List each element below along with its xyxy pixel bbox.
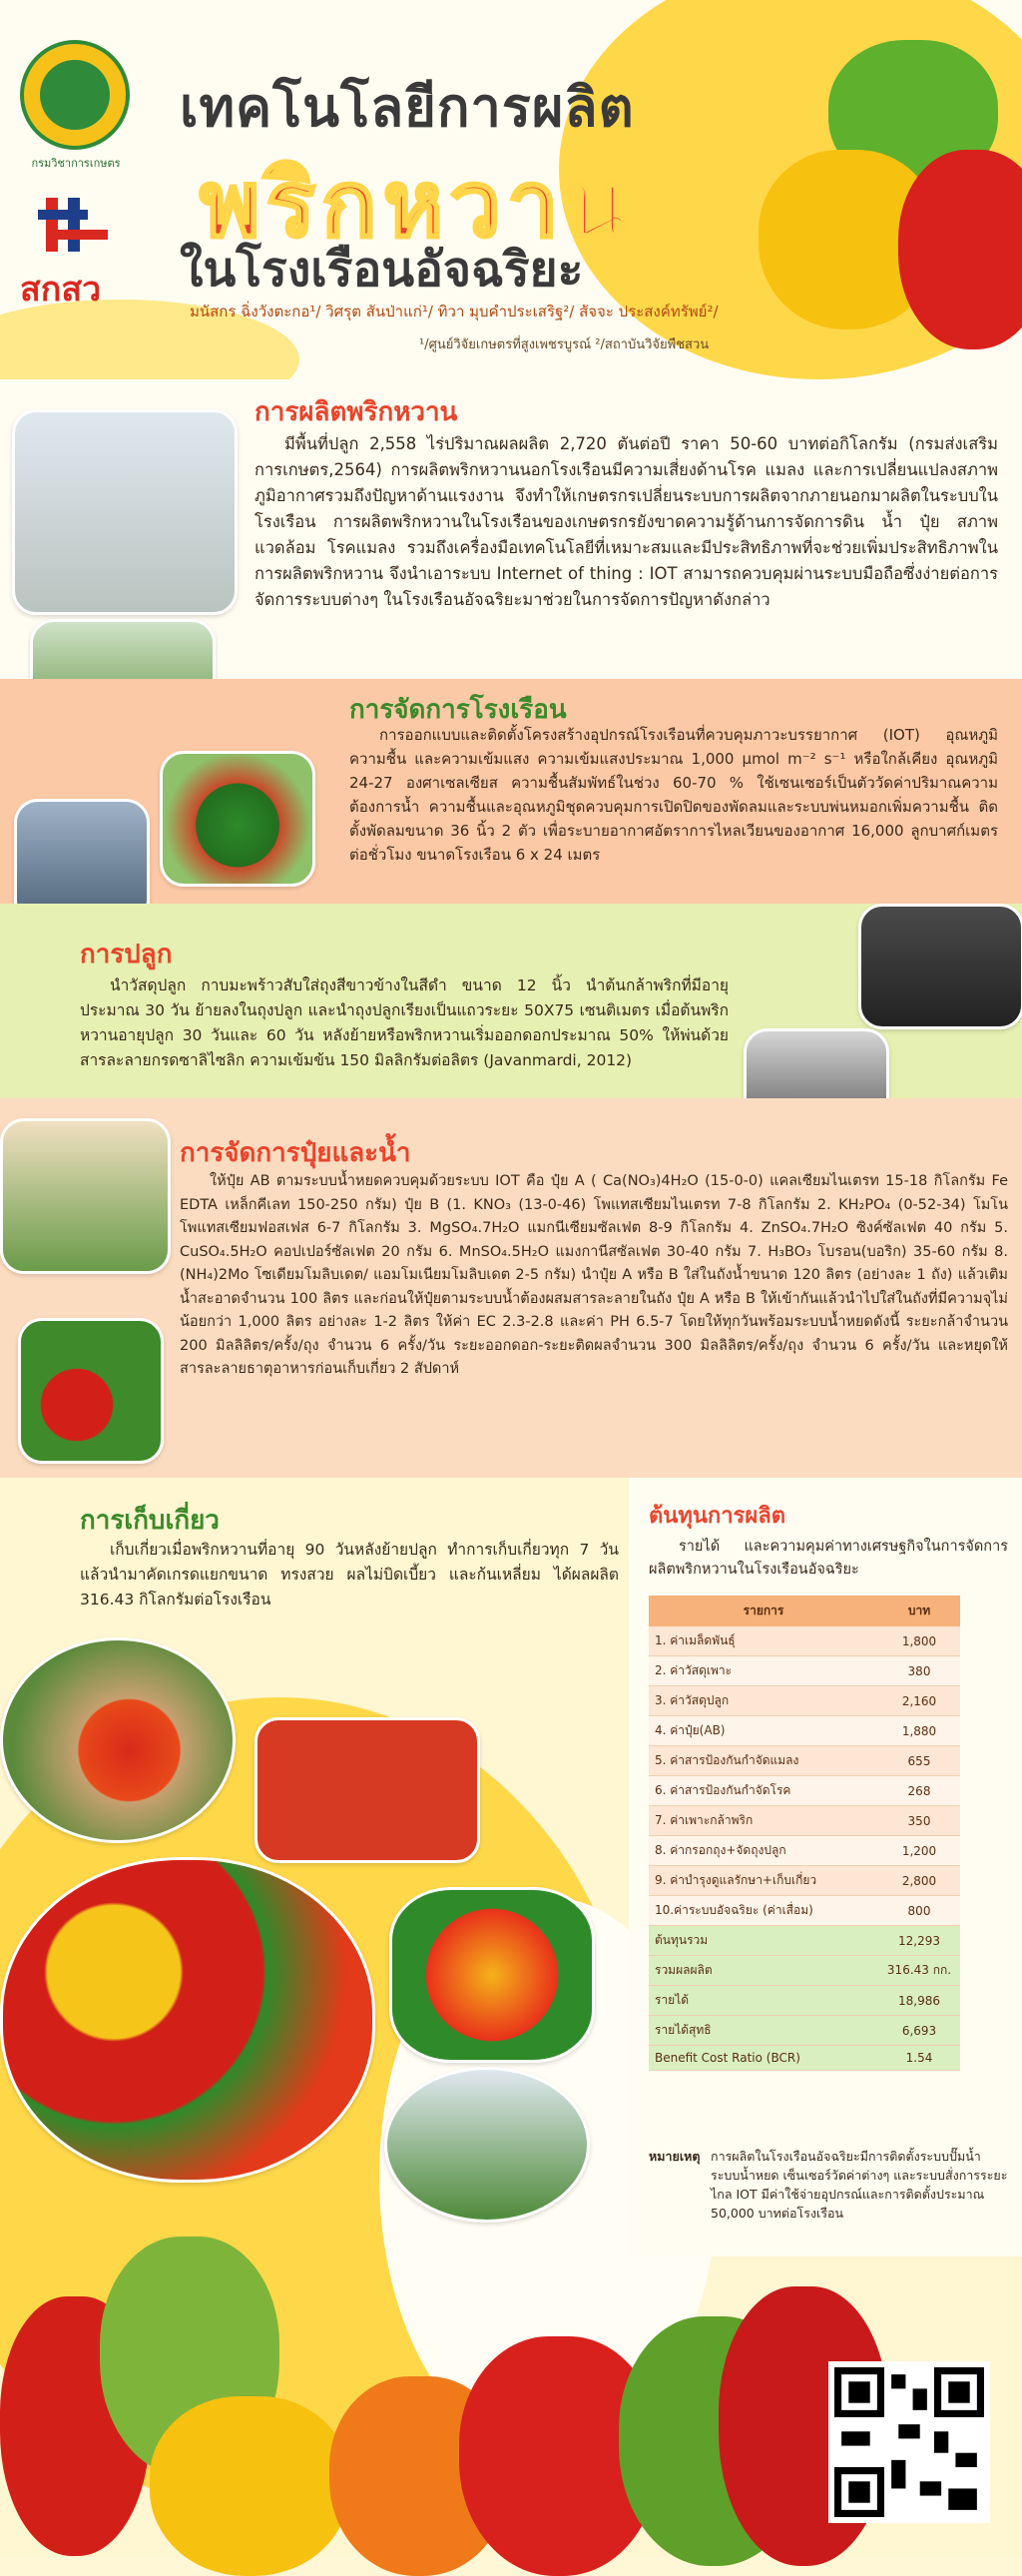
summary-value: 6,693: [878, 2016, 960, 2046]
cost-table-row: [649, 1716, 960, 1746]
cost-baht: 1,200: [878, 1836, 960, 1866]
production-heading: การผลิตพริกหวาน: [255, 397, 458, 427]
cost-item: 10.ค่าระบบอัจฉริยะ (ค่าเสื่อม): [649, 1896, 878, 1926]
cost-baht: 380: [878, 1656, 960, 1686]
summary-item: รายได้: [649, 1986, 878, 2016]
bottom-yellow-pepper-image: [150, 2396, 349, 2576]
cost-baht: 800: [878, 1896, 960, 1926]
cost-item: 3. ค่าวัสดุปลูก: [649, 1686, 878, 1716]
cost-item: 8. ค่ากรอกถุง+จัดถุงปลูก: [649, 1836, 878, 1866]
fertigation-body: ให้ปุ๋ย AB ตามระบบน้ำหยดควบคุมด้วยระบบ IOT คือ ปุ๋ย A ( Ca(NO₃)4H₂O (15-0-0) แคลเซียมไนเตรท 15-18 กิโลกรัม Fe EDTA เหล็กคีเลท 150-250 กรัม) ปุ๋ย B (1. KNO₃ (13-0-46) โพแทสเซียมไนเตรท 7-8 กิโลกรัม 2. KH₂PO₄ (0-52-34) โมโนโพแทสเซียมฟอสเฟส 6-7 กิโลกรัม 3. MgSO₄.7H₂O แมกนีเซียมซัลเฟต 8-9 กิโลกรัม 4. ZnSO₄.7H₂O ซิงค์ซัลเฟต 40 กรัม 5. CuSO₄.5H₂O คอปเปอร์ซัลเฟต 20 กรัม 6. MnSO₄.5H₂O แมงกานีสซัลเฟต 30-40 กรัม 7. H₃BO₃ โบรอน(บอริก) 35-60 กรัม 8. (NH₄)2Mo โซเดียมโมลิบเดต/ แอมโมเนียมโมลิบเดต 2-5 กรัม) นำปุ๋ย A หรือ B ใส่ในถังน้ำขนาด 120 ลิตร (อย่างละ 1 ถัง) แล้วเติมน้ำสะอาดจำนวน 100 ลิตร และก่อนให้ปุ๋ยตามระบบน้ำต้องผสมสารละลายในถัง ปุ๋ย A หรือ B ให้เข้ากันแล้วนำไปใส่ในถังที่มีความจุไม่น้อยกว่า 1,000 ลิตร อย่างละ 1-2 ลิตร ให้ค่า EC 2.3-2.8 และค่า PH 6.5-7 โดยให้ทุกวันพร้อมระบบน้ำหยดดังนี้ ระยะกล้าจำนวน 200 มิลลิลิตร/ครั้ง/ถุง จำนวน 6 ครั้ง/วัน ระยะออกดอก-ระยะติดผลจำนวน 300 มิลลิลิตร/ครั้ง/ถุง จำนวน 6 ครั้ง/วัน และหยุดให้สารละลายธาตุอาหารก่อนเก็บเกี่ยว 2 สัปดาห์: [180, 1173, 1008, 1377]
doa-logo-caption: กรมวิชาการเกษตร: [31, 157, 121, 170]
production-body: มีพื้นที่ปลูก 2,558 ไร่ปริมาณผลผลิต 2,720 ตันต่อปี ราคา 50-60 บาทต่อกิโลกรัม (กรมส่งเสริมการเกษตร,2564) การผลิตพริกหวานนอกโรงเรือนมีความเสี่ยงด้านโรค แมลง และการเปลี่ยนแปลงสภาพภูมิอากาศรวมถึงปัญหาด้านแรงงาน จึงทำให้เกษตรกรเปลี่ยนระบบการผลิตจากภายนอกมาผลิตในระบบในโรงเรือน การผลิตพริกหวานในโรงเรือนของเกษตรกรยังขาดความรู้ด้านการจัดการดิน น้ำ ปุ๋ย สภาพแวดล้อม โรคแมลง รวมถึงเครื่องมือเทคโนโลยีที่เหมาะสมและมีประสิทธิภาพที่จะช่วยเพิ่มประสิทธิภาพในการผลิตพริกหวาน จึงนำเอาระบบ Internet of thing : IOT สามารถควบคุมผ่านระบบมือถือซึ่งง่ายต่อการจัดการระบบต่างๆ ในโรงเรือนอัจฉริยะมาช่วยในการจัดการปัญหาดังกล่าว: [255, 434, 998, 609]
cost-intro: รายได้ และความคุมค่าทางเศรษฐกิจในการจัดการผลิตพริกหวานในโรงเรือนอัจฉริยะ: [649, 1539, 1008, 1578]
cost-summary-row: [649, 1926, 960, 1956]
summary-item: ต้นทุนรวม: [649, 1926, 878, 1956]
tsri-logo-caption: สกสว: [20, 271, 102, 309]
title-line-3: ในโรงเรือนอัจฉริยะ: [180, 242, 584, 298]
worker-photo: [0, 1118, 171, 1274]
harvest-worker-photo: [0, 1637, 236, 1843]
mixed-peppers-photo: [0, 1857, 375, 2183]
summary-item: รวมผลผลิต: [649, 1956, 878, 1986]
red-peppers-plant-photo: [18, 1318, 164, 1464]
qr-code[interactable]: [828, 2361, 990, 2523]
cost-table-row: [649, 1746, 960, 1776]
cost-item: 7. ค่าเพาะกล้าพริก: [649, 1806, 878, 1836]
cost-table-row: [649, 1836, 960, 1866]
authors: มนัสกร ฉิ่งวังตะกอ¹/ วิศรุต สันป่าแก่¹/ ทิวา มุบคำประเสริฐ²/ สัจจะ ประสงค์ทรัพย์²/: [190, 303, 719, 321]
fertigation-heading: การจัดการปุ๋ยและน้ำ: [180, 1138, 411, 1168]
cost-summary-row: [649, 1956, 960, 1986]
cost-table-row: [649, 1656, 960, 1686]
cost-item: 9. ค่าบำรุงดูแลรักษา+เก็บเกี่ยว: [649, 1866, 878, 1896]
cost-col-baht: บาท: [878, 1596, 960, 1626]
doa-logo: [20, 40, 130, 150]
seedling-photo: [858, 904, 1022, 1029]
summary-value: 1.54: [878, 2046, 960, 2071]
cost-item: 5. ค่าสารป้องกันกำจัดแมลง: [649, 1746, 878, 1776]
summary-value: 18,986: [878, 1986, 960, 2016]
planting-heading: การปลูก: [80, 940, 173, 969]
cost-table-wrap: [649, 1596, 960, 2071]
pepper-plant-photo: [160, 751, 315, 887]
cost-table-row: [649, 1806, 960, 1836]
cost-item: 1. ค่าเมล็ดพันธุ์: [649, 1626, 878, 1656]
cost-table-row: [649, 1626, 960, 1656]
cost-baht: 268: [878, 1776, 960, 1806]
cost-table-row: [649, 1896, 960, 1926]
cost-note: การผลิตในโรงเรือนอัจฉริยะมีการติดตั้งระบบปั๊มน้ำระบบน้ำหยด เซ็นเซอร์วัดค่าต่างๆ และระบบสั่งการระยะไกล IOT มีค่าใช้จ่ายอุปกรณ์และการติดตั้งประมาณ 50,000 บาทต่อโรงเรือน: [711, 2149, 1008, 2221]
summary-item: Benefit Cost Ratio (BCR): [649, 2046, 878, 2071]
tsri-logo: [38, 190, 108, 260]
harvest-body: เก็บเกี่ยวเมื่อพริกหวานที่อายุ 90 วันหลังย้ายปลูก ทำการเก็บเกี่ยวทุก 7 วัน แล้วนำมาคัดเกรดแยกขนาด ทรงสวย ผลไม่บิดเบี้ยว และก้นเหลี่ยม ได้ผลผลิต 316.43 กิโลกรัมต่อโรงเรือน: [80, 1541, 619, 1609]
cost-table-row: [649, 1866, 960, 1896]
cost-baht: 2,800: [878, 1866, 960, 1896]
cost-baht: 1,880: [878, 1716, 960, 1746]
summary-item: รายได้สุทธิ: [649, 2016, 878, 2046]
affiliations: ¹/ศูนย์วิจัยเกษตรที่สูงเพชรบูรณ์ ²/สถาบันวิจัยพืชสวน: [419, 337, 710, 352]
sorted-peppers-photo: [389, 1887, 595, 2063]
summary-value: 316.43 กก.: [878, 1956, 960, 1986]
cost-item: 4. ค่าปุ๋ย(AB): [649, 1716, 878, 1746]
workers-greenhouse-photo: [384, 2067, 590, 2223]
cost-table-row: [649, 1686, 960, 1716]
cost-baht: 1,800: [878, 1626, 960, 1656]
greenhouse-heading: การจัดการโรงเรือน: [349, 695, 567, 725]
title-line-2: พริกหวาน: [200, 151, 634, 258]
title-line-1: เทคโนโลยีการผลิต: [180, 76, 635, 139]
cost-baht: 350: [878, 1806, 960, 1836]
cost-baht: 2,160: [878, 1686, 960, 1716]
greenhouse-body: การออกแบบและติดตั้งโครงสร้างอุปกรณ์โรงเรือนที่ควบคุมภาวะบรรยากาศ (IOT) อุณหภูมิ ความชื้น และความเข้มแสง ความเข้มแสงประมาณ 1,000 µmol m⁻² s⁻¹ หรือใกล้เคียง อุณหภูมิ 24-27 องศาเซลเซียส ความชื้นสัมพัทธ์ในช่วง 60-70 % ใช้เซนเซอร์เป็นตัววัดค่าปริมาณความต้องการน้ำ ความชื้นและอุณหภูมิชุดควบคุมการเปิดปิดของพัดลมและระบบพ่นหมอกเพิ่มความชื้น ติดตั้งพัดลมขนาด 36 นิ้ว 2 ตัว เพื่อระบายอากาศอัตราการไหลเวียนของอากาศ 16,000 ลูกบาศก์เมตรต่อชั่วโมง ขนาดโรงเรือน 6 x 24 เมตร: [349, 726, 998, 864]
cost-summary-row: [649, 2046, 960, 2071]
harvest-heading: การเก็บเกี่ยว: [80, 1506, 220, 1536]
planting-body: นำวัสดุปลูก กาบมะพร้าวสับใส่ถุงสีขาวข้างในสีดำ ขนาด 12 นิ้ว นำต้นกล้าพริกที่มีอายุประมาณ 30 วัน ย้ายลงในถุงปลูก และนำถุงปลูกเรียงเป็นแถวระยะ 50X75 เซนติเมตร เมื่อต้นพริกหวานอายุปลูก 30 วันและ 60 วัน หลังย้ายหรือพริกหวานเริ่มออกดอกประมาณ 50% ให้พ่นด้วยสารละลายกรดซาลิไซลิก ความเข้มข้น 150 มิลลิกรัมต่อลิตร (Javanmardi, 2012): [80, 976, 729, 1069]
summary-value: 12,293: [878, 1926, 960, 1956]
cost-table: [649, 1596, 960, 2071]
cost-item: 6. ค่าสารป้องกันกำจัดโรค: [649, 1776, 878, 1806]
cost-item: 2. ค่าวัสดุเพาะ: [649, 1656, 878, 1686]
cost-heading: ต้นทุนการผลิต: [649, 1504, 786, 1529]
cost-col-item: รายการ: [649, 1596, 878, 1626]
cost-table-row: [649, 1776, 960, 1806]
cost-summary-row: [649, 1986, 960, 2016]
crates-photo: [255, 1717, 480, 1863]
cost-summary-row: [649, 2016, 960, 2046]
greenhouse-photo: [12, 409, 238, 615]
cost-baht: 655: [878, 1746, 960, 1776]
cost-note-label: หมายเหตุ: [649, 2149, 701, 2164]
